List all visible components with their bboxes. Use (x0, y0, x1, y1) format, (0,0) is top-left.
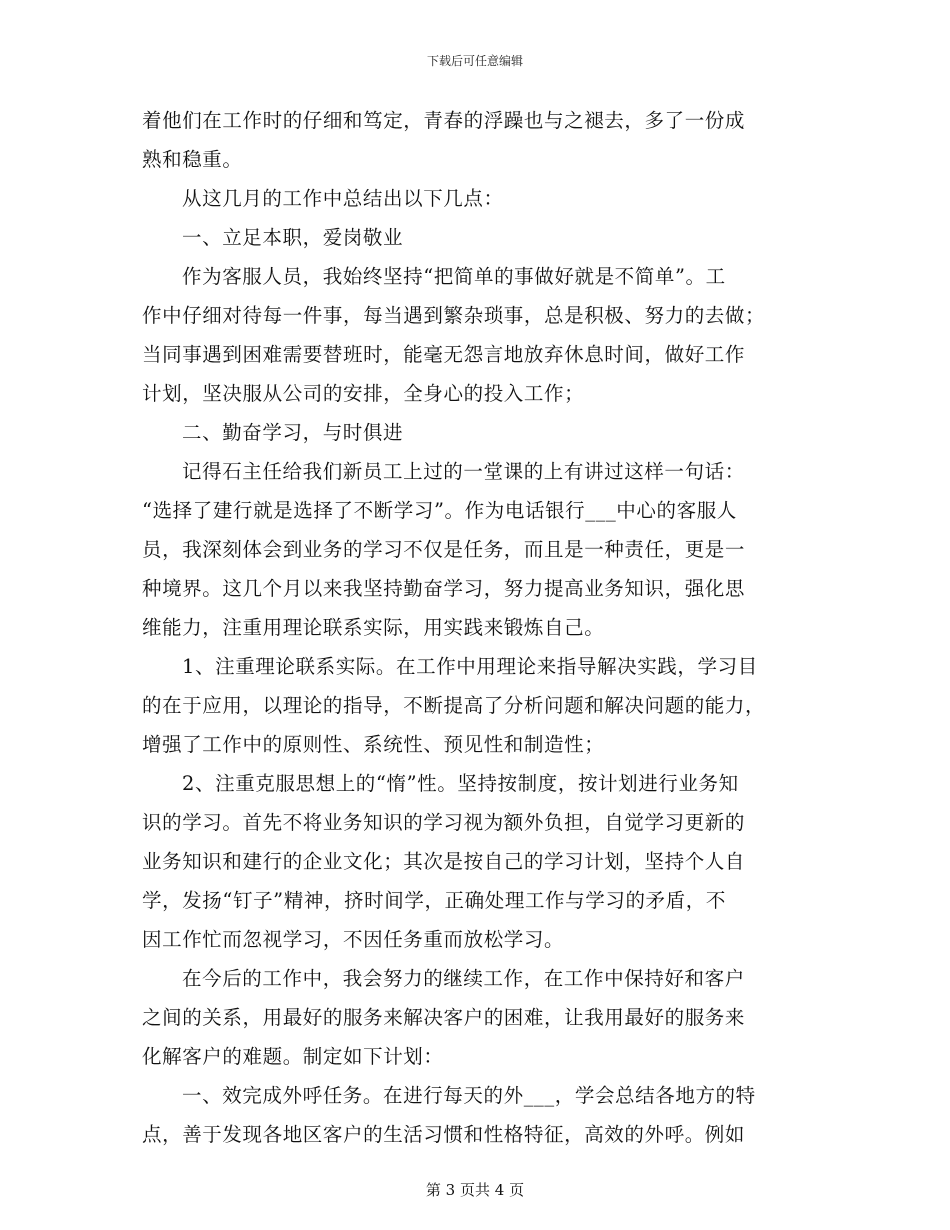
body-line: 2、注重克服思想上的“惰”性。坚持按制度，按计划进行业务知 (182, 772, 739, 795)
section-heading: 一、立足本职，爱岗敬业 (182, 226, 404, 249)
body-line: 熟和稳重。 (142, 148, 243, 171)
body-line: 着他们在工作时的仔细和笃定，青春的浮躁也与之褪去，多了一份成 (142, 109, 746, 132)
body-line: 学，发扬“钉子”精神，挤时间学，正确处理工作与学习的矛盾，不 (142, 889, 726, 912)
body-line: 的在于应用，以理论的指导，不断提高了分析问题和解决问题的能力， (142, 694, 766, 717)
body-line: 当同事遇到困难需要替班时，能毫无怨言地放弃休息时间，做好工作 (142, 343, 746, 366)
body-line: 计划，坚决服从公司的安排，全身心的投入工作； (142, 382, 585, 405)
body-line: “选择了建行就是选择了不断学习”。作为电话银行___中心的客服人 (142, 499, 737, 522)
body-line: 识的学习。首先不将业务知识的学习视为额外负担，自觉学习更新的 (142, 811, 746, 834)
body-line: 从这几月的工作中总结出以下几点： (182, 187, 504, 210)
page-number: 第 3 页共 4 页 (425, 1181, 525, 1199)
body-line: 记得石主任给我们新员工上过的一堂课的上有讲过这样一句话： (182, 460, 745, 483)
body-line: 在今后的工作中，我会努力的继续工作，在工作中保持好和客户 (182, 967, 745, 990)
section-heading: 二、勤奋学习，与时俱进 (182, 421, 404, 444)
body-line: 增强了工作中的原则性、系统性、预见性和制造性； (142, 733, 605, 756)
page-header (0, 53, 950, 69)
document-body (142, 101, 806, 1154)
body-line: 业务知识和建行的企业文化；其次是按自己的学习计划，坚持个人自 (142, 850, 746, 873)
header-text: 下载后可任意编辑 (426, 54, 523, 68)
body-line: 维能力，注重用理论联系实际，用实践来锻炼自己。 (142, 616, 605, 639)
body-line: 作中仔细对待每一件事，每当遇到繁杂琐事，总是积极、努力的去做； (142, 304, 766, 327)
body-line: 种境界。这几个月以来我坚持勤奋学习，努力提高业务知识，强化思 (142, 577, 746, 600)
body-line: 员，我深刻体会到业务的学习不仅是任务，而且是一种责任，更是一 (142, 538, 746, 561)
body-line: 一、效完成外呼任务。在进行每天的外___，学会总结各地方的特 (182, 1084, 756, 1107)
body-line: 作为客服人员，我始终坚持“把简单的事做好就是不简单”。工 (182, 265, 726, 288)
body-line: 因工作忙而忽视学习，不因任务重而放松学习。 (142, 928, 565, 951)
body-line: 1、注重理论联系实际。在工作中用理论来指导解决实践，学习目 (182, 655, 758, 678)
page-footer (0, 1181, 950, 1199)
body-line: 点，善于发现各地区客户的生活习惯和性格特征，高效的外呼。例如 (142, 1123, 746, 1146)
body-line: 之间的关系，用最好的服务来解决客户的困难，让我用最好的服务来 (142, 1006, 746, 1029)
body-line: 化解客户的难题。制定如下计划： (142, 1045, 444, 1068)
